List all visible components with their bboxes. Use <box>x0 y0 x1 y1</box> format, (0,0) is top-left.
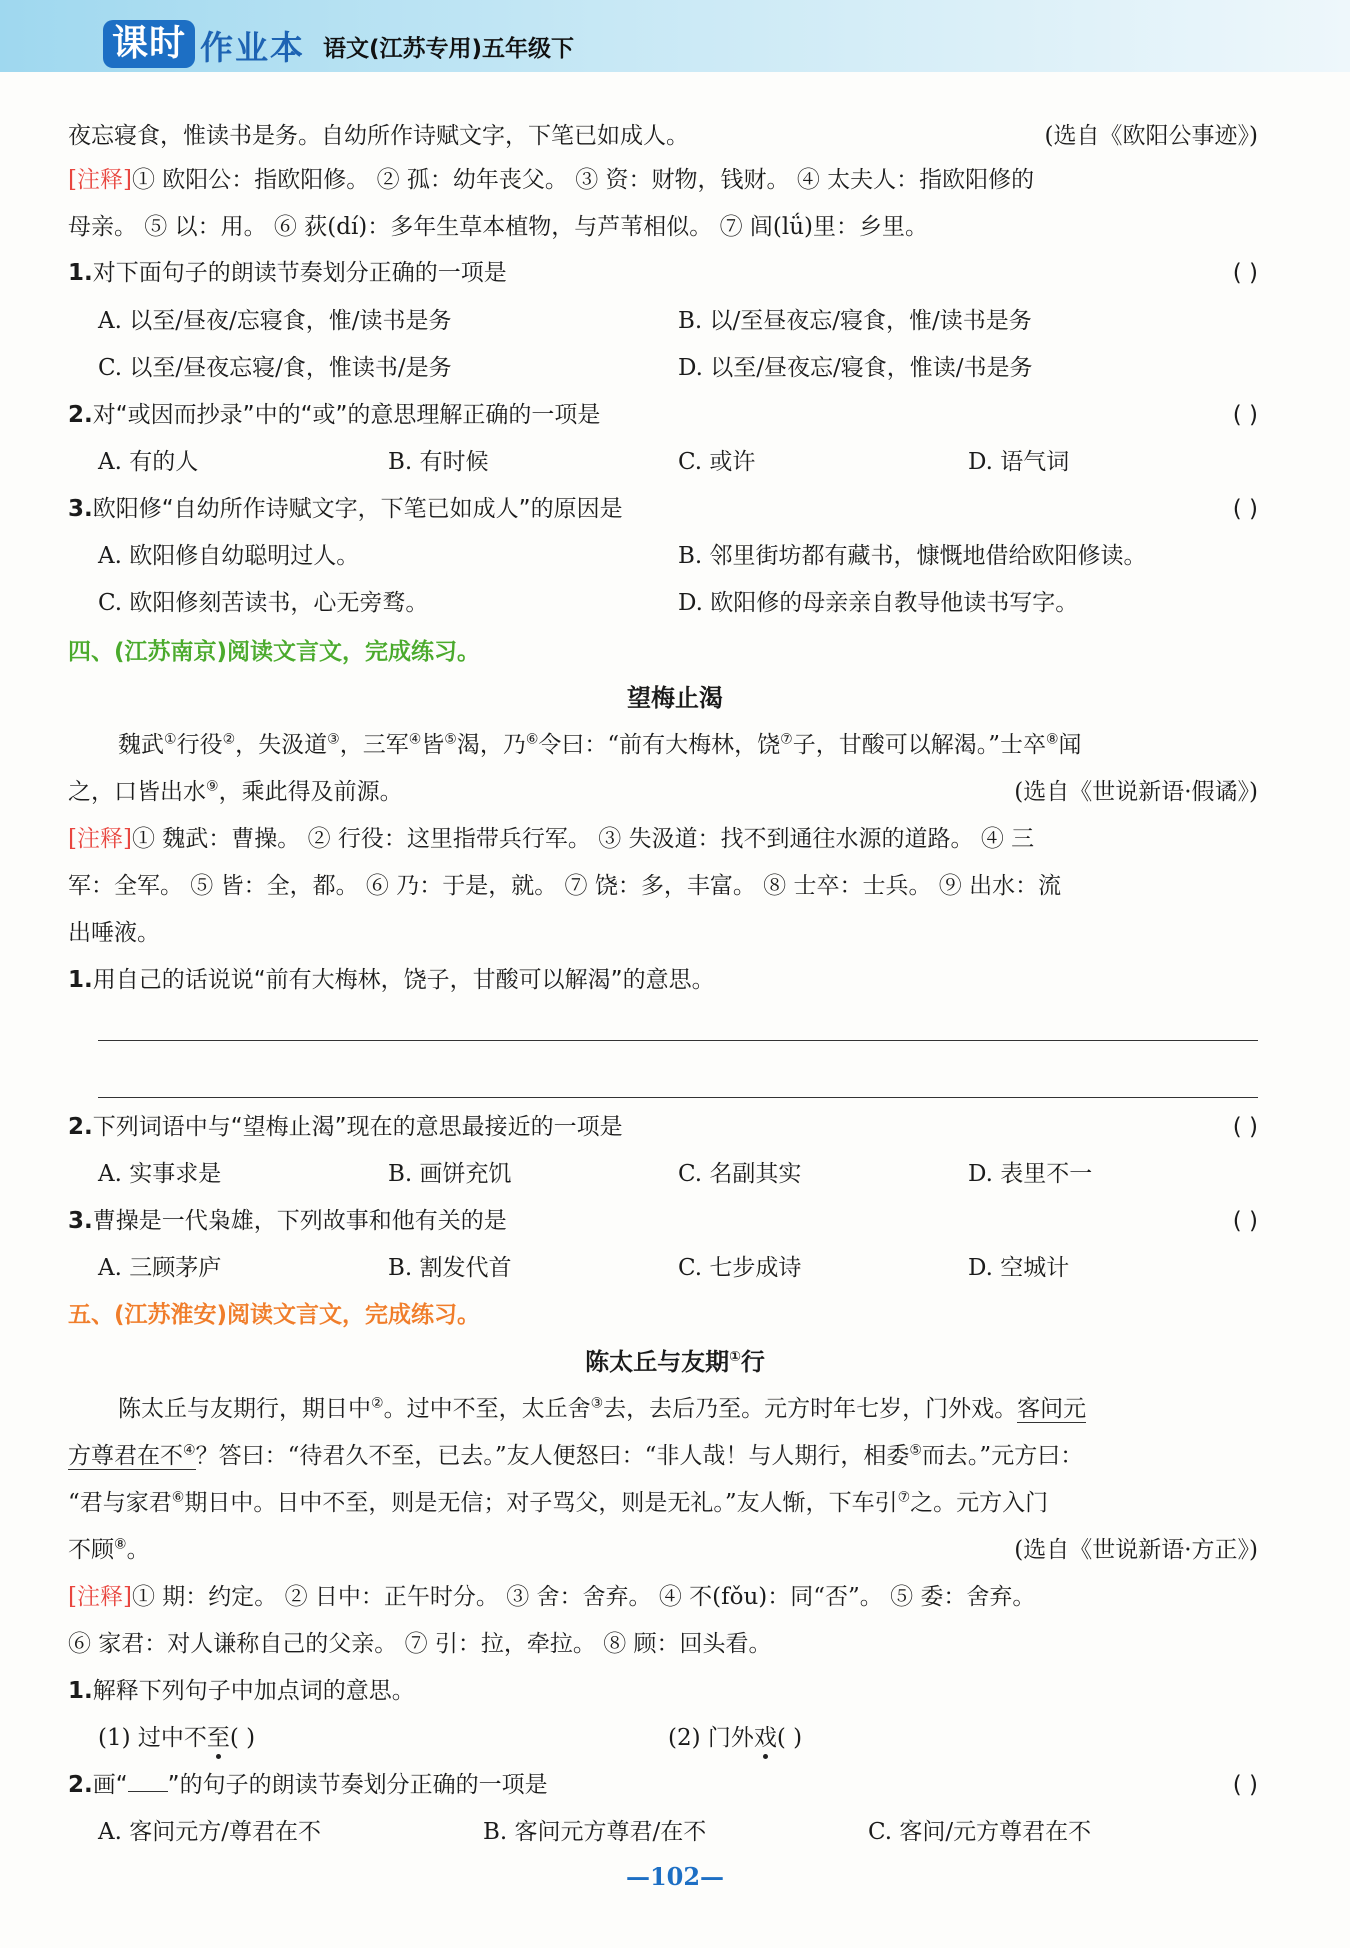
note-tag: [注释] <box>68 167 132 193</box>
passage-line: 魏武①行役②，失汲道③，三军④皆⑤渴，乃⑥令曰：“前有大梅林，饶⑦子，甘酸可以解渴。”士卒⑧闻 <box>118 731 1082 758</box>
option-d[interactable]: D. 以至/昼夜忘/寝食，惟读/书是务 <box>678 355 1033 381</box>
question-2: 2.画“ ”的句子的朗读节奏划分正确的一项是 ( ) <box>68 1768 1258 1802</box>
option-a[interactable]: A. 客问元方/尊君在不 <box>98 1819 321 1845</box>
option-c[interactable]: C. 以至/昼夜忘寝/食，惟读书/是务 <box>98 355 452 381</box>
option-b[interactable]: B. 有时候 <box>388 449 489 475</box>
book-subtitle: 语文(江苏专用)五年级下 <box>323 36 575 62</box>
note-line: ⑥ 家君：对人谦称自己的父亲。 ⑦ 引：拉，牵拉。 ⑧ 顾：回头看。 <box>68 1631 772 1657</box>
sub-question-1[interactable]: (1) 过中不至( ) <box>98 1725 256 1751</box>
question-3: 3.曹操是一代枭雄，下列故事和他有关的是 ( ) <box>68 1204 1258 1238</box>
option-b[interactable]: B. 画饼充饥 <box>388 1161 512 1187</box>
note-line: 母亲。 ⑤ 以：用。 ⑥ 荻(dí)：多年生草本植物，与芦苇相似。 ⑦ 闾(lǘ)里：乡里。 <box>68 214 929 240</box>
answer-paren[interactable]: ( ) <box>1232 496 1258 522</box>
answer-paren[interactable]: ( ) <box>1232 402 1258 428</box>
question-2: 2.对“或因而抄录”中的“或”的意思理解正确的一项是 ( ) <box>68 398 1258 432</box>
option-c[interactable]: C. 名副其实 <box>678 1161 802 1187</box>
note-line: [注释]① 欧阳公：指欧阳修。 ② 孤：幼年丧父。 ③ 资：财物，钱财。 ④ 太夫人：指欧阳修的 <box>68 167 1035 193</box>
option-c[interactable]: C. 客问/元方尊君在不 <box>868 1819 1092 1845</box>
source-citation: (选自《欧阳公事迹》) <box>1044 123 1258 149</box>
note-line: 军：全军。 ⑤ 皆：全，都。 ⑥ 乃：于是，就。 ⑦ 饶：多，丰富。 ⑧ 士卒：士兵。 ⑨ 出水：流 <box>68 873 1062 899</box>
question-3: 3.欧阳修“自幼所作诗赋文字，下笔已如成人”的原因是 ( ) <box>68 492 1258 526</box>
dotted-word: 至 <box>206 1725 230 1751</box>
book-logo: 课时 <box>103 20 195 68</box>
option-d[interactable]: D. 欧阳修的母亲亲自教导他读书写字。 <box>678 590 1079 616</box>
passage-line: 不顾⑧。 (选自《世说新语·方正》) <box>68 1533 1258 1567</box>
option-b[interactable]: B. 邻里街坊都有藏书，慷慨地借给欧阳修读。 <box>678 543 1147 569</box>
question-1: 1.对下面句子的朗读节奏划分正确的一项是 ( ) <box>68 256 1258 290</box>
answer-paren[interactable]: ( ) <box>1232 260 1258 286</box>
option-d[interactable]: D. 空城计 <box>968 1255 1070 1281</box>
passage-title: 望梅止渴 <box>627 684 723 712</box>
passage-line: 夜忘寝食，惟读书是务。自幼所作诗赋文字，下笔已如成人。 (选自《欧阳公事迹》) <box>68 119 1258 153</box>
source-citation: (选自《世说新语·方正》) <box>1014 1537 1258 1563</box>
passage-line: 方尊君在不④？答曰：“待君久不至，已去。”友人便怒曰：“非人哉！与人期行，相委⑤而去。”元方曰： <box>68 1442 1084 1469</box>
option-c[interactable]: C. 欧阳修刻苦读书，心无旁骛。 <box>98 590 429 616</box>
question-1: 1.解释下列句子中加点词的意思。 <box>68 1678 415 1704</box>
option-c[interactable]: C. 七步成诗 <box>678 1255 802 1281</box>
underlined-sentence: 方尊君在不④ <box>68 1442 196 1469</box>
dotted-word: 戏 <box>753 1725 777 1751</box>
passage-line: 陈太丘与友期行，期日中②。过中不至，太丘舍③去，去后乃至。元方时年七岁，门外戏。客问元 <box>118 1395 1087 1422</box>
answer-line[interactable] <box>98 1040 1258 1041</box>
note-line: [注释]① 魏武：曹操。 ② 行役：这里指带兵行军。 ③ 失汲道：找不到通往水源的道路。 ④ 三 <box>68 826 1035 852</box>
option-d[interactable]: D. 语气词 <box>968 449 1070 475</box>
option-a[interactable]: A. 以至/昼夜/忘寝食，惟/读书是务 <box>98 308 452 334</box>
option-a[interactable]: A. 欧阳修自幼聪明过人。 <box>98 543 360 569</box>
note-line: 出唾液。 <box>68 920 160 946</box>
passage-line: “君与家君⑥期日中。日中不至，则是无信；对子骂父，则是无礼。”友人惭，下车引⑦之。元方入门 <box>68 1489 1049 1516</box>
option-c[interactable]: C. 或许 <box>678 449 756 475</box>
option-d[interactable]: D. 表里不一 <box>968 1161 1093 1187</box>
option-b[interactable]: B. 以/至昼夜忘/寝食，惟/读书是务 <box>678 308 1032 334</box>
answer-paren[interactable]: ( ) <box>1232 1114 1258 1140</box>
source-citation: (选自《世说新语·假谲》) <box>1014 779 1258 805</box>
note-tag: [注释] <box>68 826 132 852</box>
page-header <box>0 0 1350 72</box>
question-2: 2.下列词语中与“望梅止渴”现在的意思最接近的一项是 ( ) <box>68 1110 1258 1144</box>
section-heading: 四、(江苏南京)阅读文言文，完成练习。 <box>68 639 481 665</box>
note-tag: [注释] <box>68 1584 132 1610</box>
book-title: 作业本 <box>200 28 305 67</box>
answer-paren[interactable]: ( ) <box>1232 1772 1258 1798</box>
passage-title: 陈太丘与友期①行 <box>585 1348 765 1376</box>
note-line: [注释]① 期：约定。 ② 日中：正午时分。 ③ 舍：舍弃。 ④ 不(fǒu)：同“否”。 ⑤ 委：舍弃。 <box>68 1584 1036 1610</box>
option-b[interactable]: B. 割发代首 <box>388 1255 512 1281</box>
question-1: 1.用自己的话说说“前有大梅林，饶子，甘酸可以解渴”的意思。 <box>68 967 715 993</box>
underline-mark <box>128 1791 168 1792</box>
sub-question-2[interactable]: (2) 门外戏( ) <box>668 1725 803 1751</box>
underlined-sentence: 客问元 <box>1017 1396 1087 1422</box>
answer-paren[interactable]: ( ) <box>1232 1208 1258 1234</box>
option-a[interactable]: A. 有的人 <box>98 449 199 475</box>
passage-line: 之，口皆出水⑨，乘此得及前源。 (选自《世说新语·假谲》) <box>68 775 1258 809</box>
answer-line[interactable] <box>98 1097 1258 1098</box>
option-a[interactable]: A. 三顾茅庐 <box>98 1255 222 1281</box>
option-b[interactable]: B. 客问元方尊君/在不 <box>483 1819 707 1845</box>
option-a[interactable]: A. 实事求是 <box>98 1161 222 1187</box>
page-number: —102— <box>625 1862 725 1891</box>
section-heading: 五、(江苏淮安)阅读文言文，完成练习。 <box>68 1302 481 1328</box>
